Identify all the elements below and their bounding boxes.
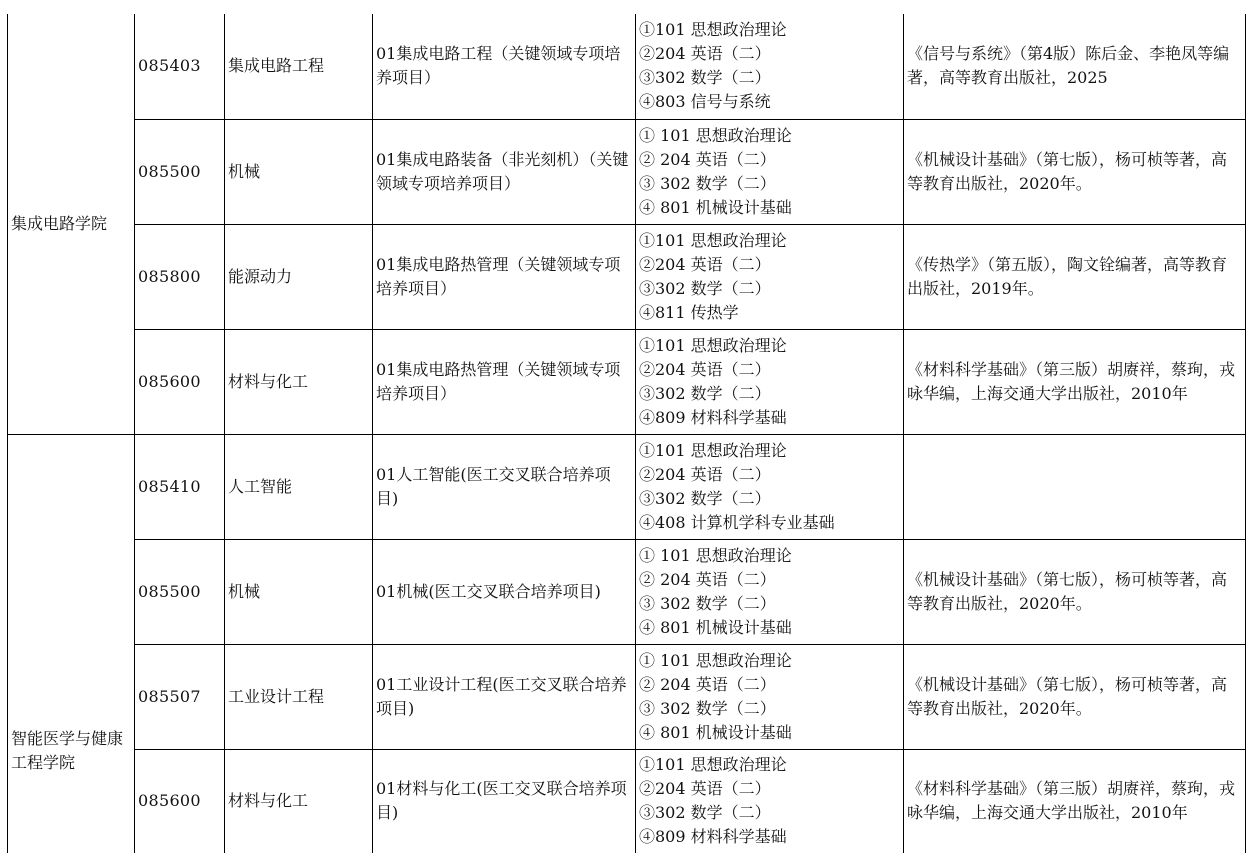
table-row	[8, 329, 1246, 434]
table-row	[8, 434, 1246, 539]
major-code: 085600	[135, 329, 225, 434]
exam-subject: ②204 英语（二）	[639, 464, 771, 484]
exam-subject: ②204 英语（二）	[639, 779, 771, 799]
reference-books: 《机械设计基础》（第七版），杨可桢等著，高等教育出版社，2020年。	[904, 644, 1246, 749]
table-row	[8, 539, 1246, 644]
research-direction: 01集成电路热管理（关键领域专项培养项目）	[373, 329, 636, 434]
research-direction: 01集成电路热管理（关键领域专项培养项目）	[373, 224, 636, 329]
research-direction: 01材料与化工(医工交叉联合培养项目)	[373, 749, 636, 853]
major-code: 085800	[135, 224, 225, 329]
exam-subject: ④803 信号与系统	[639, 92, 771, 112]
exam-subject: ②204 英语（二）	[639, 254, 771, 274]
table-row	[8, 119, 1246, 224]
exam-subject: ③302 数学（二）	[639, 383, 771, 403]
exam-subjects	[636, 14, 904, 119]
major-code: 085600	[135, 749, 225, 853]
exam-subject: ④ 801 机械设计基础	[639, 722, 792, 742]
research-direction: 01集成电路装备（非光刻机）（关键领域专项培养项目）	[373, 119, 636, 224]
exam-subject: ③ 302 数学（二）	[639, 593, 776, 613]
major-code: 085403	[135, 14, 225, 119]
reference-books: 《材料科学基础》（第三版）胡赓祥，蔡珣，戎咏华编，上海交通大学出版社，2010年	[904, 749, 1246, 853]
college-name: 集成电路学院	[11, 213, 108, 233]
exam-subjects	[636, 119, 904, 224]
reference-books: 《信号与系统》（第4版）陈后金、李艳凤等编著，高等教育出版社，2025	[904, 14, 1246, 119]
exam-subject: ④ 801 机械设计基础	[639, 617, 792, 637]
exam-subject: ①101 思想政治理论	[639, 755, 787, 775]
table-row	[8, 14, 1246, 119]
major-name: 机械	[225, 539, 373, 644]
exam-subject: ① 101 思想政治理论	[639, 545, 792, 565]
exam-subjects	[636, 329, 904, 434]
exam-subject: ①101 思想政治理论	[639, 440, 787, 460]
table-row	[8, 224, 1246, 329]
exam-subject: ②204 英语（二）	[639, 44, 771, 64]
exam-subject: ④ 801 机械设计基础	[639, 197, 792, 217]
college-cell	[8, 14, 135, 434]
exam-subject: ② 204 英语（二）	[639, 149, 776, 169]
college-name: 智能医学与健康工程学院	[11, 729, 124, 772]
research-direction: 01人工智能(医工交叉联合培养项目)	[373, 434, 636, 539]
major-code: 085410	[135, 434, 225, 539]
major-name: 人工智能	[225, 434, 373, 539]
major-code: 085500	[135, 539, 225, 644]
major-name: 机械	[225, 119, 373, 224]
exam-subject: ①101 思想政治理论	[639, 230, 787, 250]
research-direction: 01工业设计工程(医工交叉联合培养项目)	[373, 644, 636, 749]
exam-subjects	[636, 749, 904, 853]
reference-books: 《机械设计基础》（第七版），杨可桢等著，高等教育出版社，2020年。	[904, 119, 1246, 224]
major-name: 能源动力	[225, 224, 373, 329]
exam-subject: ④809 材料科学基础	[639, 827, 787, 847]
research-direction: 01机械(医工交叉联合培养项目)	[373, 539, 636, 644]
major-code: 085507	[135, 644, 225, 749]
exam-subject: ④408 计算机学科专业基础	[639, 512, 835, 532]
exam-subjects	[636, 224, 904, 329]
exam-subjects	[636, 539, 904, 644]
exam-subject: ④809 材料科学基础	[639, 407, 787, 427]
exam-subject: ①101 思想政治理论	[639, 20, 787, 40]
exam-subject: ④811 传热学	[639, 302, 739, 322]
reference-books	[904, 434, 1246, 539]
reference-books: 《机械设计基础》（第七版），杨可桢等著，高等教育出版社，2020年。	[904, 539, 1246, 644]
major-name: 工业设计工程	[225, 644, 373, 749]
table-row	[8, 749, 1246, 853]
exam-subjects	[636, 644, 904, 749]
program-table	[7, 14, 1246, 853]
exam-subject: ② 204 英语（二）	[639, 674, 776, 694]
reference-books: 《传热学》（第五版），陶文铨编著，高等教育出版社，2019年。	[904, 224, 1246, 329]
exam-subject: ③302 数学（二）	[639, 803, 771, 823]
major-name: 集成电路工程	[225, 14, 373, 119]
major-name: 材料与化工	[225, 329, 373, 434]
major-name: 材料与化工	[225, 749, 373, 853]
exam-subject: ③302 数学（二）	[639, 488, 771, 508]
exam-subject: ② 204 英语（二）	[639, 569, 776, 589]
exam-subject: ① 101 思想政治理论	[639, 125, 792, 145]
college-cell	[8, 434, 135, 853]
exam-subject: ③ 302 数学（二）	[639, 698, 776, 718]
table-row	[8, 644, 1246, 749]
exam-subject: ① 101 思想政治理论	[639, 650, 792, 670]
major-code: 085500	[135, 119, 225, 224]
exam-subject: ③ 302 数学（二）	[639, 173, 776, 193]
reference-books: 《材料科学基础》（第三版）胡赓祥，蔡珣，戎咏华编，上海交通大学出版社，2010年	[904, 329, 1246, 434]
exam-subject: ③302 数学（二）	[639, 68, 771, 88]
exam-subject: ①101 思想政治理论	[639, 335, 787, 355]
exam-subject: ②204 英语（二）	[639, 359, 771, 379]
exam-subject: ③302 数学（二）	[639, 278, 771, 298]
exam-subjects	[636, 434, 904, 539]
research-direction: 01集成电路工程（关键领域专项培养项目）	[373, 14, 636, 119]
